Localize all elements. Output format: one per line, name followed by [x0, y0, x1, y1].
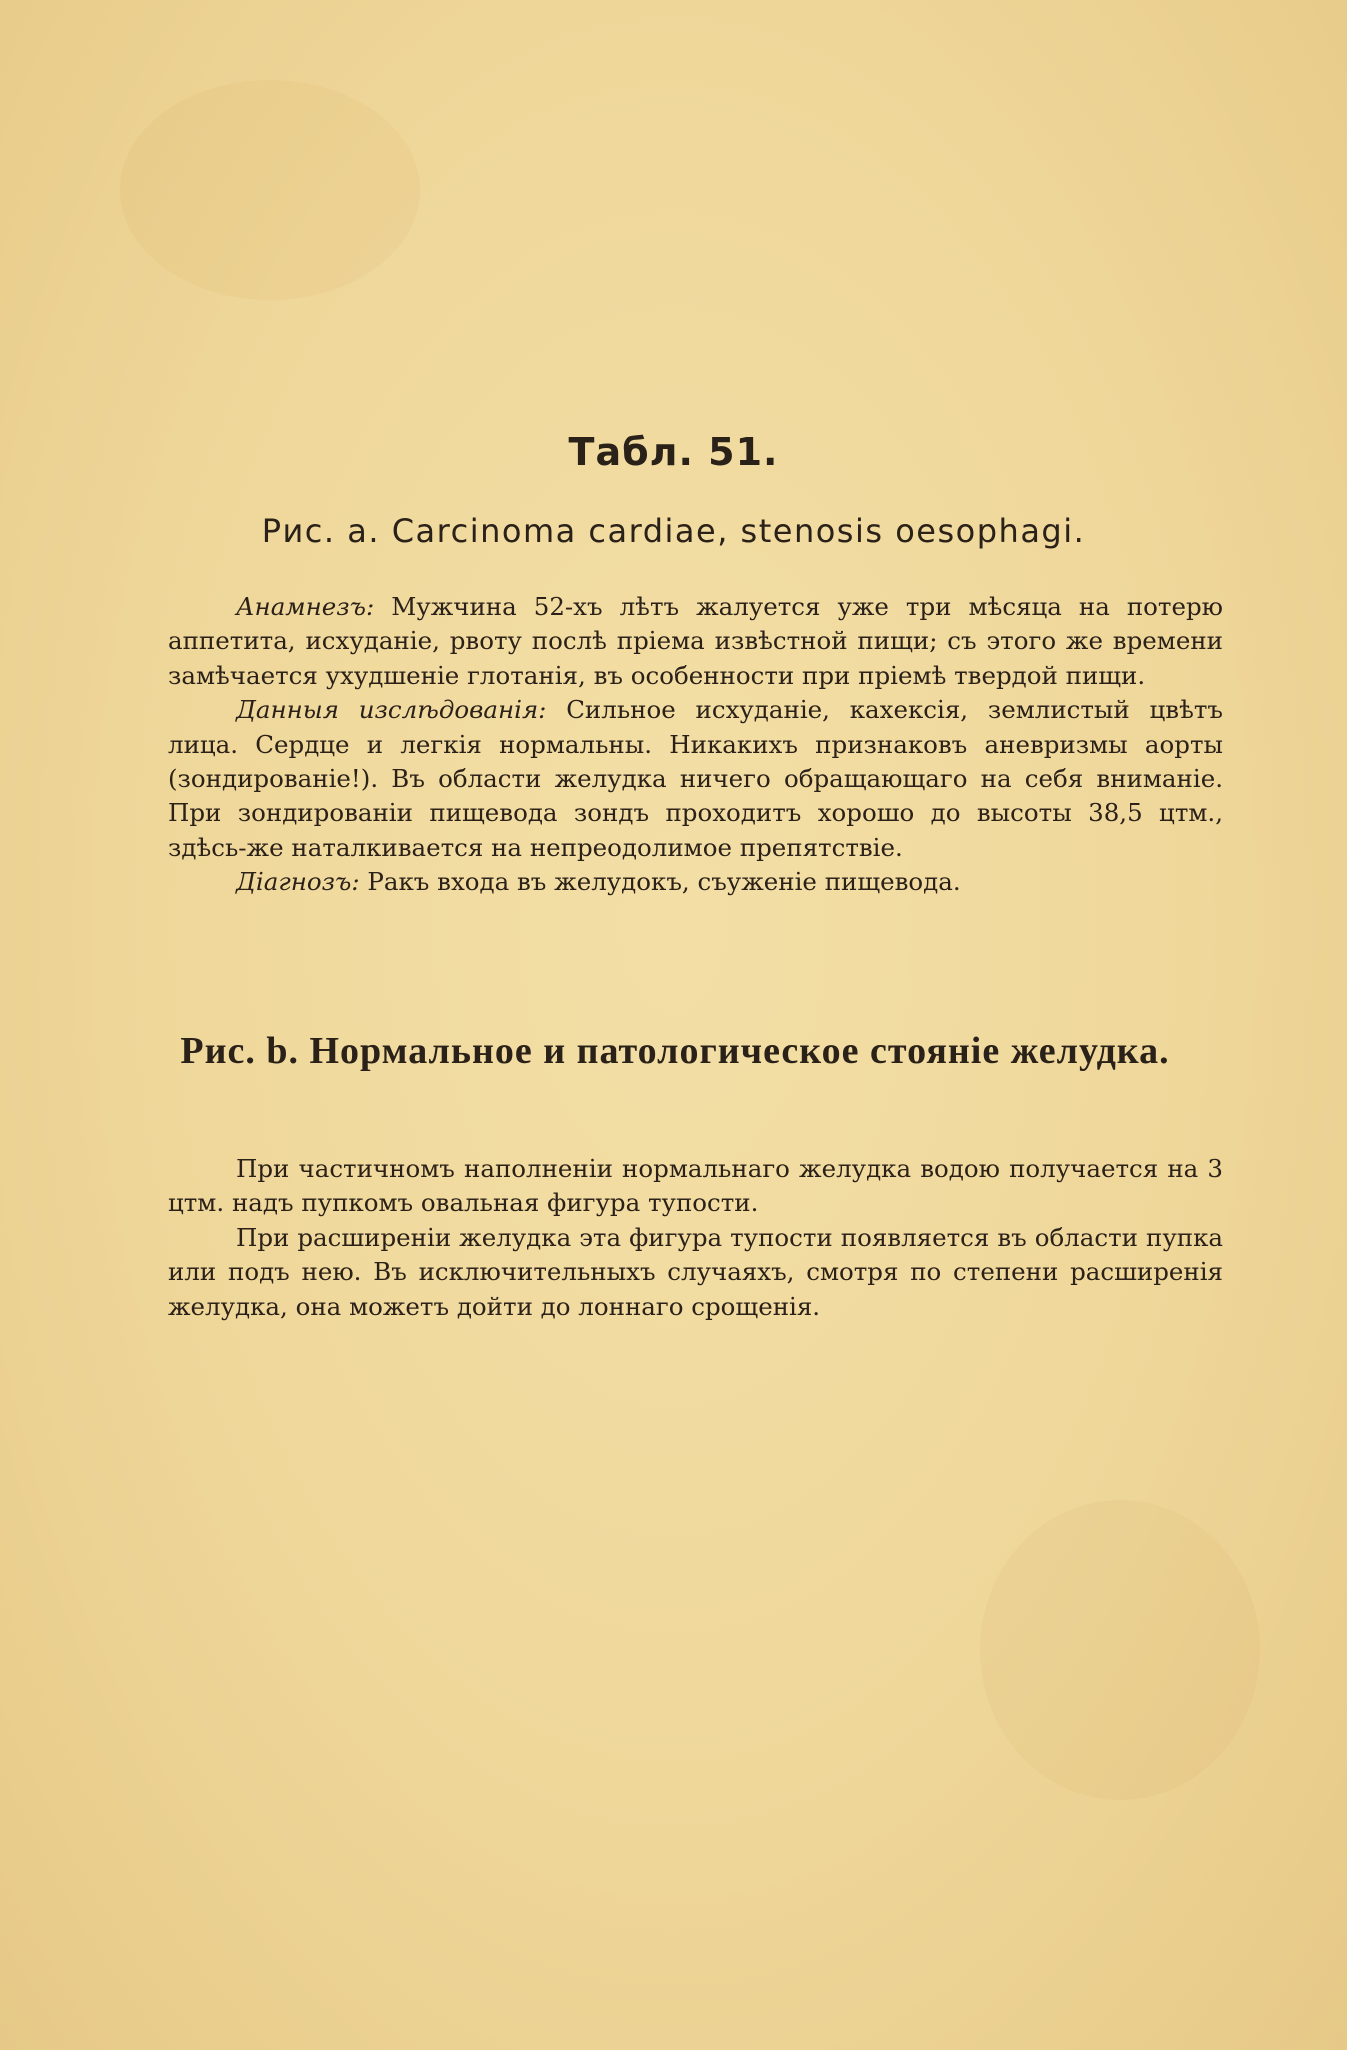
- figure-a-title: Рис. a. Carcinoma cardiae, stenosis oesophagi.: [261, 512, 1086, 550]
- examination-paragraph: [168, 693, 1223, 865]
- anamnesis-text: Мужчина 52-хъ лѣтъ жалуется уже три мѣсяца на потерю аппетита, исхуданіе, рвоту послѣ пріема извѣстной пищи; съ этого же времени замѣчается ухудшеніе глотанія, въ особенности при пріемѣ твердой пищи.: [168, 592, 1223, 690]
- anamnesis-paragraph: [168, 590, 1223, 693]
- paper-stain: [980, 1500, 1260, 1800]
- diagnosis-label: Діагнозъ:: [236, 867, 360, 897]
- figure-b-title: Рис. b. Нормальное и патологическое стояніе желудка.: [180, 1030, 1170, 1072]
- dilated-stomach-paragraph: При расширеніи желудка эта фигура тупости появляется въ области пупка или подъ нею. Въ исключительныхъ случаяхъ, смотря по степени расширенія желудка, она можетъ дойти до лоннаго срощенія.: [168, 1222, 1223, 1321]
- plate-title: Табл. 51.: [568, 430, 779, 474]
- diagnosis-text: Ракъ входа въ желудокъ, съуженіе пищевода.: [359, 867, 961, 897]
- examination-label: Данныя изслѣдованія:: [236, 695, 547, 725]
- figure-b-description: [168, 1152, 1223, 1324]
- examination-text: Сильное исхуданіе, кахексія, землистый цвѣтъ лица. Сердце и легкія нормальны. Никакихъ признаковъ аневризмы аорты (зондированіе!). Въ области желудка ничего обращающаго на себя вниманіе. При зондированіи пищевода зондъ проходитъ хорошо до высоты 38,5 цтм., здѣсь-же наталкивается на непреодолимое препятствіе.: [168, 695, 1223, 862]
- paper-stain: [120, 80, 420, 300]
- figure-a-description: [168, 590, 1223, 900]
- diagnosis-paragraph: [168, 865, 1223, 899]
- anamnesis-label: Анамнезъ:: [236, 592, 375, 621]
- normal-stomach-paragraph: При частичномъ наполненіи нормальнаго желудка водою получается на 3 цтм. надъ пупкомъ овальная фигура тупости.: [168, 1154, 1223, 1218]
